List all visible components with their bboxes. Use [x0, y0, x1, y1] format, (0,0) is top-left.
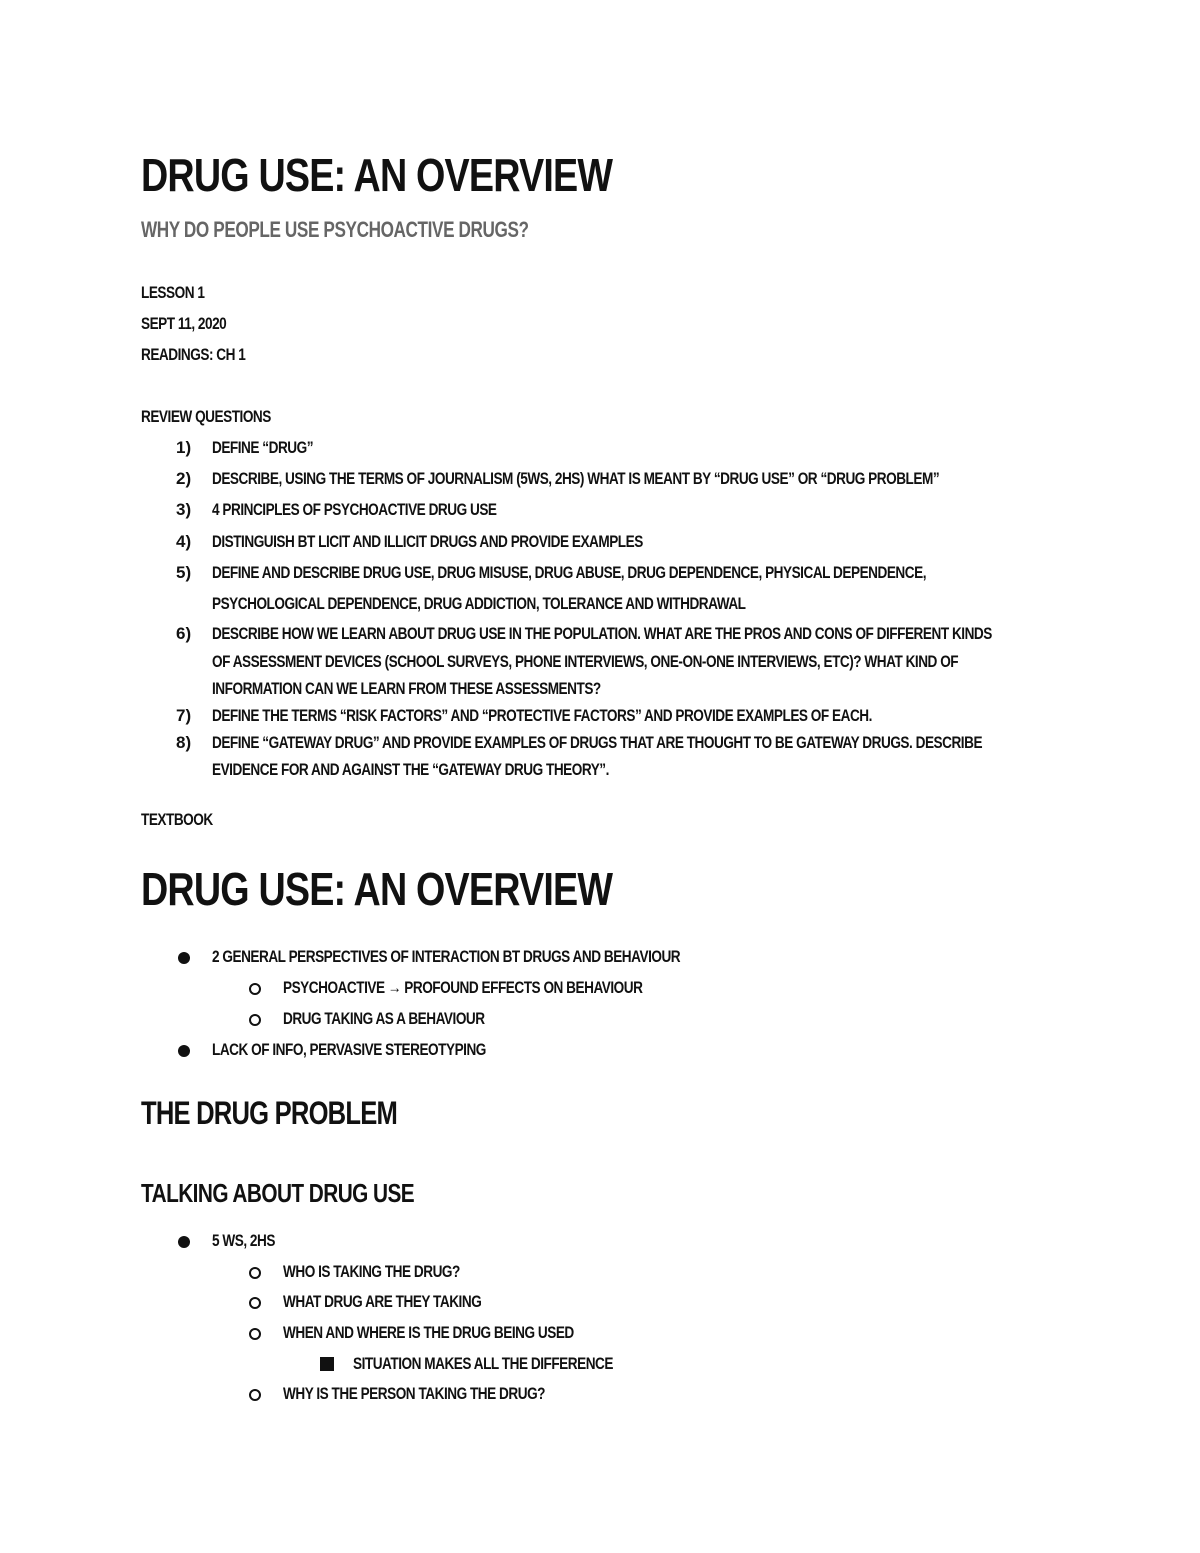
- review-item-line: DEFINE “GATEWAY DRUG” AND PROVIDE EXAMPLES OF DRUGS THAT ARE THOUGHT TO BE GATEWAY DRUGS. DESCRIBE: [212, 733, 983, 752]
- lesson-label: [141, 284, 220, 301]
- review-item-text: [212, 761, 708, 778]
- bullet-square-icon: [320, 1357, 334, 1371]
- bullet-line: WHY IS THE PERSON TAKING THE DRUG?: [283, 1384, 545, 1403]
- bullet-text: [283, 979, 732, 996]
- review-item-line: 4 PRINCIPLES OF PSYCHOACTIVE DRUG USE: [212, 500, 497, 519]
- review-item-text: [212, 595, 879, 612]
- review-item-text: [212, 625, 1187, 642]
- review-item-line: DEFINE “DRUG”: [212, 438, 314, 457]
- review-item-line: DEFINE AND DESCRIBE DRUG USE, DRUG MISUSE, DRUG ABUSE, DRUG DEPENDENCE, PHYSICAL DEPENDENCE,: [212, 563, 927, 582]
- bullet-circle-icon: [249, 1014, 261, 1026]
- review-item-number: 1): [176, 438, 192, 457]
- bullet-circle-icon: [249, 1267, 261, 1279]
- bullet-text: [283, 1010, 535, 1027]
- bullet-text: [212, 948, 797, 965]
- review-item-line: DESCRIBE, USING THE TERMS OF JOURNALISM (5WS, 2HS) WHAT IS MEANT BY “DRUG USE” OR “DRUG PROBLEM”: [212, 469, 940, 488]
- bullet-text: [212, 1232, 291, 1249]
- review-item-text: [212, 680, 698, 697]
- bullet-line: 5 WS, 2HS: [212, 1231, 275, 1250]
- bullet-line: WHO IS TAKING THE DRUG?: [283, 1262, 460, 1281]
- bullet-line: 2 GENERAL PERSPECTIVES OF INTERACTION BT DRUGS AND BEHAVIOUR: [212, 947, 681, 966]
- bullet-text: [212, 1041, 554, 1058]
- textbook-label: [141, 811, 231, 828]
- section-heading-overview: [141, 863, 716, 915]
- section-heading-text: DRUG USE: AN OVERVIEW: [141, 863, 613, 915]
- bullet-disc-icon: [178, 952, 190, 964]
- bullet-line: WHEN AND WHERE IS THE DRUG BEING USED: [283, 1323, 574, 1342]
- review-item-text: [212, 707, 1037, 724]
- bullet-circle-icon: [249, 1389, 261, 1401]
- review-item-line: PSYCHOLOGICAL DEPENDENCE, DRUG ADDICTION, TOLERANCE AND WITHDRAWAL: [212, 594, 746, 613]
- page-subtitle: [141, 219, 638, 241]
- review-item-number: 6): [176, 624, 192, 643]
- bullet-circle-icon: [249, 1297, 261, 1309]
- bullet-text: [283, 1263, 504, 1280]
- review-item-line: DISTINGUISH BT LICIT AND ILLICIT DRUGS AND PROVIDE EXAMPLES: [212, 532, 643, 551]
- lesson-text: LESSON 1: [141, 283, 205, 302]
- review-item-text: [212, 564, 1105, 581]
- page-title: [141, 149, 716, 201]
- subheading-talking: [141, 1180, 482, 1206]
- review-item-line: DESCRIBE HOW WE LEARN ABOUT DRUG USE IN THE POPULATION. WHAT ARE THE PROS AND CONS OF DIFFERENT KINDS: [212, 624, 992, 643]
- review-item-line: INFORMATION CAN WE LEARN FROM THESE ASSESSMENTS?: [212, 679, 601, 698]
- review-item-text: [212, 439, 338, 456]
- bullet-circle-icon: [249, 1328, 261, 1340]
- section-heading-drug-problem: [141, 1097, 461, 1129]
- review-heading-text: REVIEW QUESTIONS: [141, 407, 271, 426]
- review-item-line: DEFINE THE TERMS “RISK FACTORS” AND “PROTECTIVE FACTORS” AND PROVIDE EXAMPLES OF EACH.: [212, 706, 872, 725]
- readings-text: READINGS: CH 1: [141, 345, 246, 364]
- bullet-text: [283, 1293, 531, 1310]
- review-item-text: [212, 734, 1175, 751]
- review-item-number: 2): [176, 469, 192, 488]
- bullet-circle-icon: [249, 983, 261, 995]
- bullet-line: LACK OF INFO, PERVASIVE STEREOTYPING: [212, 1040, 486, 1059]
- section-heading-text: THE DRUG PROBLEM: [141, 1095, 397, 1131]
- subheading-text: TALKING ABOUT DRUG USE: [141, 1178, 415, 1208]
- review-item-line: OF ASSESSMENT DEVICES (SCHOOL SURVEYS, PHONE INTERVIEWS, ONE-ON-ONE INTERVIEWS, ETC)? WHAT KIND OF: [212, 652, 959, 671]
- page-title-text: DRUG USE: AN OVERVIEW: [141, 149, 613, 201]
- review-item-number: 8): [176, 733, 192, 752]
- date-text: SEPT 11, 2020: [141, 314, 227, 333]
- review-item-line: EVIDENCE FOR AND AGAINST THE “GATEWAY DRUG THEORY”.: [212, 760, 609, 779]
- bullet-text: [283, 1324, 646, 1341]
- review-item-text: [212, 470, 1121, 487]
- lesson-date: [141, 315, 248, 332]
- bullet-line: WHAT DRUG ARE THEY TAKING: [283, 1292, 482, 1311]
- page-subtitle-text: WHY DO PEOPLE USE PSYCHOACTIVE DRUGS?: [141, 217, 529, 242]
- review-item-text: [212, 501, 568, 518]
- review-item-number: 7): [176, 706, 192, 725]
- bullet-disc-icon: [178, 1236, 190, 1248]
- review-item-number: 3): [176, 500, 192, 519]
- bullet-text: [353, 1355, 678, 1372]
- review-item-number: 5): [176, 563, 192, 582]
- bullet-line: PSYCHOACTIVE → PROFOUND EFFECTS ON BEHAVIOUR: [283, 978, 643, 997]
- bullet-line: SITUATION MAKES ALL THE DIFFERENCE: [353, 1354, 613, 1373]
- bullet-text: [283, 1385, 611, 1402]
- bullet-disc-icon: [178, 1045, 190, 1057]
- review-item-text: [212, 653, 1145, 670]
- readings-label: [141, 346, 271, 363]
- review-item-number: 4): [176, 532, 192, 551]
- review-heading: [141, 408, 303, 425]
- bullet-line: DRUG TAKING AS A BEHAVIOUR: [283, 1009, 485, 1028]
- review-item-text: [212, 533, 751, 550]
- textbook-label-text: TEXTBOOK: [141, 810, 213, 829]
